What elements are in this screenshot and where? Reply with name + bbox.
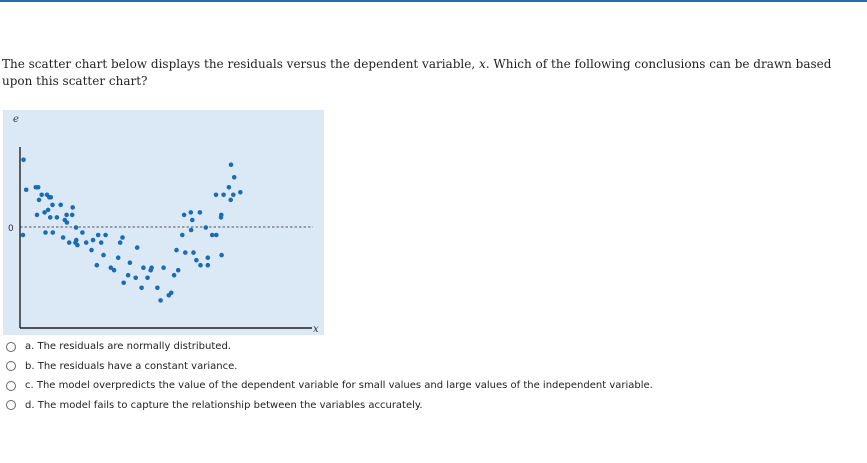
data-point xyxy=(231,193,236,198)
data-point xyxy=(21,233,26,238)
data-point xyxy=(70,205,75,210)
data-point xyxy=(206,255,211,260)
data-point xyxy=(95,263,100,268)
data-point xyxy=(118,240,123,245)
data-point xyxy=(214,233,219,238)
data-point xyxy=(99,240,104,245)
data-point xyxy=(75,243,80,248)
option-c-radio[interactable] xyxy=(6,381,16,391)
scatter-chart-svg xyxy=(3,110,324,335)
data-point xyxy=(103,233,108,238)
question-text xyxy=(2,56,857,90)
data-point xyxy=(155,286,160,291)
data-point xyxy=(219,213,224,218)
option-b-label: b. The residuals have a constant variance. xyxy=(25,360,238,372)
data-point xyxy=(49,195,54,200)
data-point xyxy=(214,193,219,198)
data-point xyxy=(37,198,42,203)
data-point xyxy=(180,233,185,238)
chart-background xyxy=(3,110,324,335)
data-point xyxy=(227,185,232,190)
data-point xyxy=(169,291,174,296)
data-point xyxy=(126,273,131,278)
data-point xyxy=(24,188,29,193)
data-point xyxy=(228,198,233,203)
answer-options xyxy=(6,337,856,415)
option-b-radio[interactable] xyxy=(6,361,16,371)
data-point xyxy=(101,253,106,258)
data-point xyxy=(51,230,56,235)
data-point xyxy=(39,193,44,198)
data-point xyxy=(36,185,41,190)
data-point xyxy=(238,190,243,195)
data-point xyxy=(121,281,126,286)
data-point xyxy=(89,248,94,253)
data-point xyxy=(229,162,234,167)
option-c[interactable] xyxy=(6,376,856,396)
data-point xyxy=(91,238,96,243)
data-point xyxy=(172,273,177,278)
question-variable: x xyxy=(478,57,486,71)
data-point xyxy=(204,225,209,230)
data-point xyxy=(139,286,144,291)
data-point xyxy=(48,215,53,220)
data-point xyxy=(133,276,138,281)
y-tick-label-zero: 0 xyxy=(8,224,14,234)
data-point xyxy=(221,193,226,198)
data-point xyxy=(80,230,85,235)
data-point xyxy=(174,248,179,253)
data-point xyxy=(191,250,196,255)
data-point xyxy=(65,220,70,225)
data-point xyxy=(219,253,224,258)
data-point xyxy=(96,233,101,238)
data-point xyxy=(145,276,150,281)
option-b[interactable] xyxy=(6,357,856,377)
data-point xyxy=(149,265,154,270)
option-d-label: d. The model fails to capture the relationship between the variables accurately. xyxy=(25,399,423,411)
data-point xyxy=(58,203,63,208)
data-point xyxy=(84,240,89,245)
data-point xyxy=(116,255,121,260)
option-d-radio[interactable] xyxy=(6,400,16,410)
residual-scatter-chart xyxy=(3,110,324,335)
data-point xyxy=(120,235,125,240)
data-point xyxy=(135,245,140,250)
data-point xyxy=(112,268,117,273)
data-point xyxy=(189,228,194,233)
data-point xyxy=(21,157,26,162)
data-point xyxy=(194,258,199,263)
option-a-radio[interactable] xyxy=(6,342,16,352)
data-point xyxy=(158,298,163,303)
data-point xyxy=(198,263,203,268)
data-point xyxy=(74,238,79,243)
data-point xyxy=(206,263,211,268)
data-point xyxy=(210,233,215,238)
option-d[interactable] xyxy=(6,396,856,416)
data-point xyxy=(176,268,181,273)
data-point xyxy=(198,210,203,215)
data-point xyxy=(141,265,146,270)
data-point xyxy=(183,250,188,255)
data-point xyxy=(74,225,79,230)
top-border xyxy=(0,0,867,2)
data-point xyxy=(64,213,69,218)
data-point xyxy=(50,203,55,208)
x-axis-label: x xyxy=(313,324,319,335)
data-point xyxy=(190,218,195,223)
option-c-label: c. The model overpredicts the value of the dependent variable for small values and large values of the independent variable. xyxy=(25,380,653,392)
option-a[interactable] xyxy=(6,337,856,357)
data-point xyxy=(128,260,133,265)
data-point xyxy=(43,230,48,235)
data-point xyxy=(67,240,72,245)
data-point xyxy=(182,213,187,218)
data-point xyxy=(189,210,194,215)
data-point xyxy=(161,265,166,270)
data-point xyxy=(35,213,40,218)
option-a-label: a. The residuals are normally distributed. xyxy=(25,341,231,353)
data-point xyxy=(55,215,60,220)
data-point xyxy=(46,208,51,213)
data-point xyxy=(61,235,66,240)
data-point xyxy=(70,213,75,218)
y-axis-label: e xyxy=(13,114,19,125)
question-text-part2: . Which of the following conclusions can be drawn based upon this scatter chart? xyxy=(2,57,832,88)
data-point xyxy=(232,175,237,180)
question-text-part1: The scatter chart below displays the residuals versus the dependent variable, xyxy=(2,57,479,71)
